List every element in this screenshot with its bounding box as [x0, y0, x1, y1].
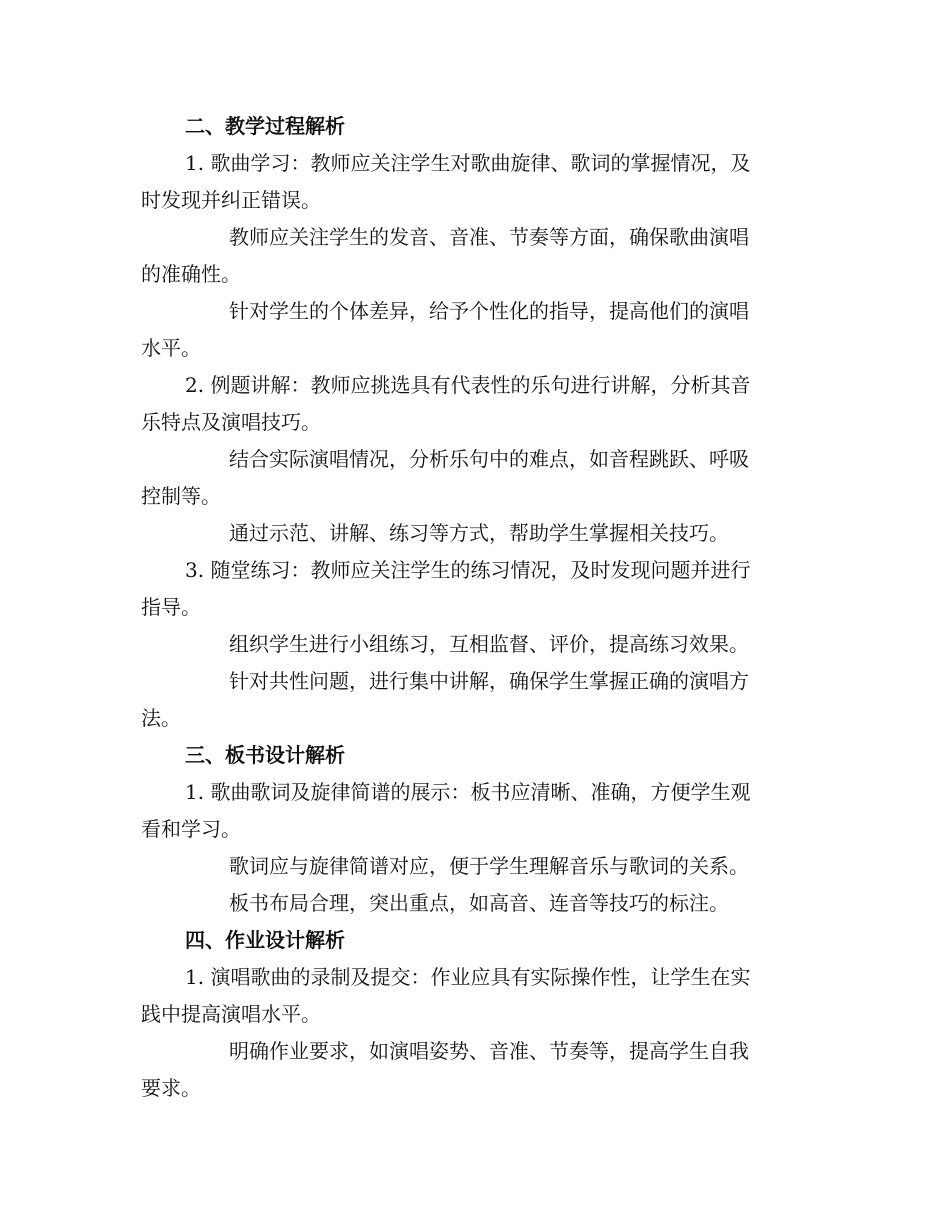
sub-paragraph: 歌词应与旋律简谱对应，便于学生理解音乐与歌词的关系。: [229, 854, 749, 878]
paragraph-continuation: 的准确性。: [141, 262, 241, 286]
paragraph-continuation: 时发现并纠正错误。: [141, 188, 321, 212]
section-heading-teaching-process: 二、教学过程解析: [185, 114, 345, 138]
paragraph-continuation: 指导。: [141, 595, 201, 619]
sub-paragraph: 组织学生进行小组练习，互相监督、评价，提高练习效果。: [229, 632, 749, 656]
section-heading-board-design: 三、板书设计解析: [185, 743, 345, 767]
paragraph-continuation: 看和学习。: [141, 817, 241, 841]
numbered-paragraph: 2. 例题讲解：教师应挑选具有代表性的乐句进行讲解，分析其音: [185, 373, 751, 397]
sub-paragraph: 明确作业要求，如演唱姿势、音准、节奏等，提高学生自我: [229, 1039, 749, 1063]
paragraph-continuation: 乐特点及演唱技巧。: [141, 410, 321, 434]
sub-paragraph: 结合实际演唱情况，分析乐句中的难点，如音程跳跃、呼吸: [229, 447, 749, 471]
section-heading-homework-design: 四、作业设计解析: [185, 928, 345, 952]
sub-paragraph: 针对共性问题，进行集中讲解，确保学生掌握正确的演唱方: [229, 669, 749, 693]
sub-paragraph: 针对学生的个体差异，给予个性化的指导，提高他们的演唱: [229, 299, 749, 323]
numbered-paragraph: 3. 随堂练习：教师应关注学生的练习情况，及时发现问题并进行: [185, 558, 751, 582]
document-page: [141, 108, 805, 1107]
paragraph-continuation: 法。: [141, 706, 181, 730]
sub-paragraph: 通过示范、讲解、练习等方式，帮助学生掌握相关技巧。: [229, 521, 729, 545]
paragraph-continuation: 要求。: [141, 1076, 201, 1100]
numbered-paragraph: 1. 演唱歌曲的录制及提交：作业应具有实际操作性，让学生在实: [185, 965, 751, 989]
paragraph-continuation: 水平。: [141, 336, 201, 360]
paragraph-continuation: 践中提高演唱水平。: [141, 1002, 321, 1026]
sub-paragraph: 板书布局合理，突出重点，如高音、连音等技巧的标注。: [229, 891, 729, 915]
paragraph-continuation: 控制等。: [141, 484, 221, 508]
numbered-paragraph: 1. 歌曲歌词及旋律简谱的展示：板书应清晰、准确，方便学生观: [185, 780, 751, 804]
sub-paragraph: 教师应关注学生的发音、音准、节奏等方面，确保歌曲演唱: [229, 225, 749, 249]
numbered-paragraph: 1. 歌曲学习：教师应关注学生对歌曲旋律、歌词的掌握情况，及: [185, 151, 751, 175]
